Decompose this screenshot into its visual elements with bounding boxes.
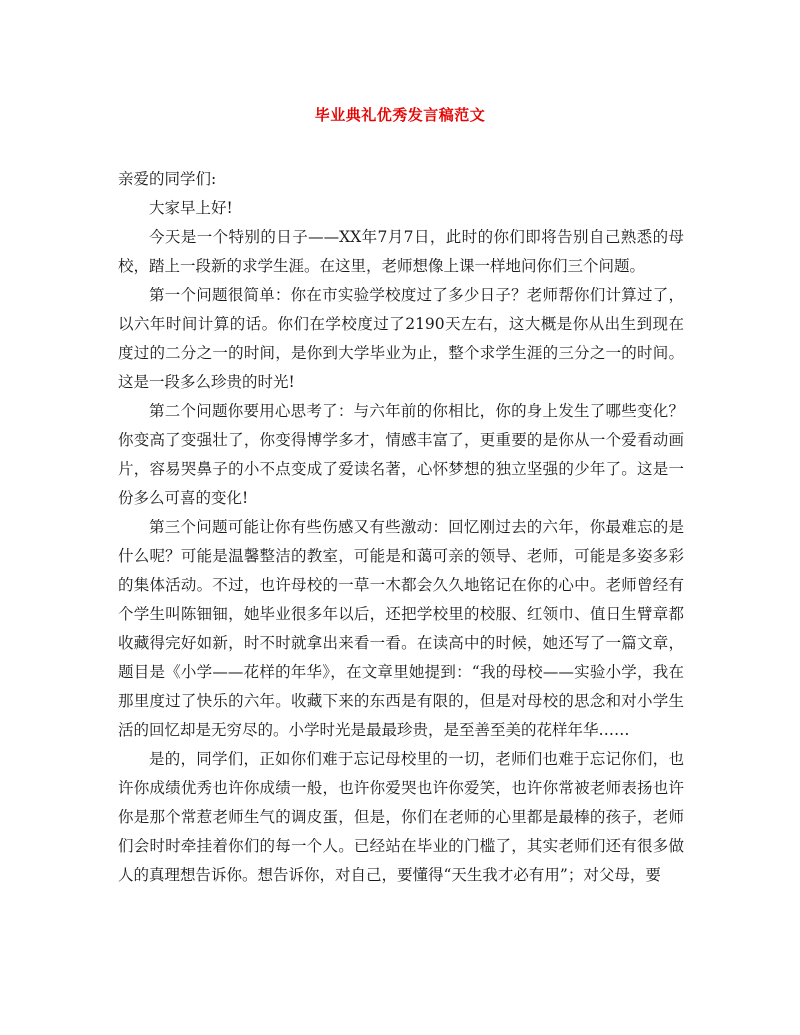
body-paragraph: 第一个问题很简单：你在市实验学校度过了多少日子？老师帮你们计算过了，以六年时间计算的话。你们在学校度过了2190天左右，这大概是你从出生到现在度过的二分之一的时间，是你到大学毕业为止，整个求学生涯的三分之一的时间。这是一段多么珍贵的时光! xyxy=(118,286,684,391)
greeting-paragraph: 大家早上好! xyxy=(149,199,233,217)
salutation: 亲爱的同学们: xyxy=(118,170,217,188)
body-paragraph: 第二个问题你要用心思考了：与六年前的你相比，你的身上发生了哪些变化？你变高了变强壮了，你变得博学多才，情感丰富了，更重要的是你从一个爱看动画片，容易哭鼻子的小不点变成了爱读名著，心怀梦想的独立坚强的少年了。这是一份多么可喜的变化! xyxy=(118,402,684,507)
body-paragraph: 是的，同学们，正如你们难于忘记母校里的一切，老师们也难于忘记你们，也许你成绩优秀也许你成绩一般，也许你爱哭也许你爱笑，也许你常被老师表扬也许你是那个常惹老师生气的调皮蛋，但是，你们在老师的心里都是最棒的孩子，老师们会时时牵挂着你们的每一个人。已经站在毕业的门槛了，其实老师们还有很多做人的真理想告诉你。想告诉你，对自己，要懂得“天生我才必有用”；对父母，要 xyxy=(118,750,684,884)
body-paragraph: 今天是一个特别的日子——XX年7月7日，此时的你们即将告别自己熟悉的母校，踏上一段新的求学生涯。在这里，老师想像上课一样地问你们三个问题。 xyxy=(118,228,684,275)
document-body xyxy=(118,165,684,890)
body-paragraph: 第三个问题可能让你有些伤感又有些激动：回忆刚过去的六年，你最难忘的是什么呢？可能是温馨整洁的教室，可能是和蔼可亲的领导、老师，可能是多姿多彩的集体活动。不过，也许母校的一草一木都会久久地铭记在你的心中。老师曾经有个学生叫陈钿钿，她毕业很多年以后，还把学校里的校服、红领巾、值日生臂章都收藏得完好如新，时不时就拿出来看一看。在读高中的时候，她还写了一篇文章，题目是《小学——花样的年华》，在文章里她提到：“我的母校——实验小学，我在那里度过了快乐的六年。收藏下来的东西是有限的，但是对母校的思念和对小学生活的回忆却是无穷尽的。小学时光是最最珍贵，是至善至美的花样年华…… xyxy=(118,518,684,739)
document-title: 毕业典礼优秀发言稿范文 xyxy=(314,106,486,124)
